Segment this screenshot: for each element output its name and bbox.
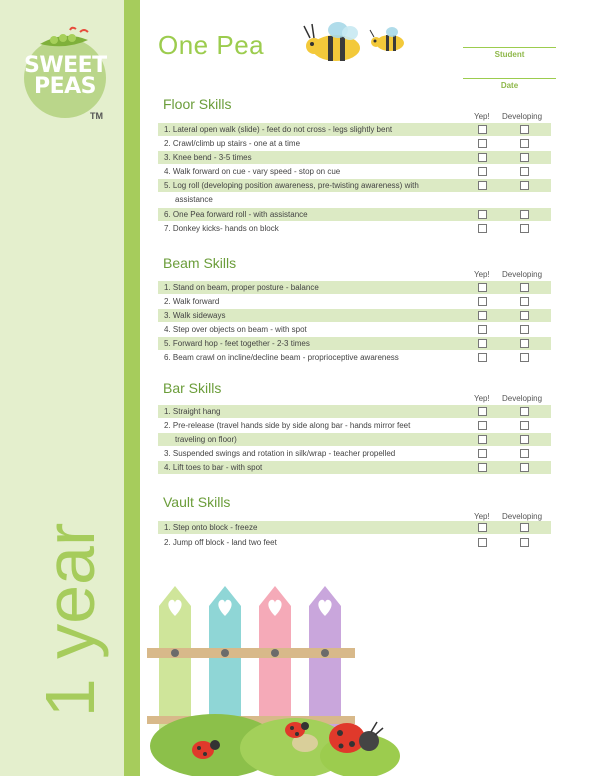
yep-column-header: Yep! — [474, 270, 490, 279]
row-label: 6. Beam crawl on incline/decline beam - proprioceptive awareness — [164, 353, 399, 362]
yep-checkbox[interactable] — [478, 353, 487, 362]
row-label: 5. Forward hop - feet together - 2-3 times — [164, 339, 310, 348]
logo-line-2: PEAS — [33, 74, 97, 99]
yep-checkbox[interactable] — [478, 297, 487, 306]
pea-pod-icon — [36, 26, 92, 52]
table-row — [158, 165, 551, 178]
row-label: 2. Walk forward — [164, 297, 220, 306]
table-row — [158, 151, 551, 164]
developing-column-header: Developing — [502, 270, 543, 279]
yep-checkbox[interactable] — [478, 325, 487, 334]
bar-skills-title: Bar Skills — [163, 380, 222, 396]
developing-checkbox[interactable] — [520, 339, 529, 348]
table-row — [158, 208, 551, 221]
year-label: 1 year — [31, 522, 109, 718]
yep-checkbox[interactable] — [478, 210, 487, 219]
student-field-label: Student — [494, 50, 525, 59]
table-row — [158, 447, 551, 460]
logo-text — [24, 55, 106, 97]
table-row — [158, 323, 551, 336]
page-title: One Pea — [158, 30, 265, 60]
row-label: 2. Jump off block - land two feet — [164, 538, 277, 547]
row-label: 3. Walk sideways — [164, 311, 226, 320]
yep-checkbox[interactable] — [478, 283, 487, 292]
developing-checkbox[interactable] — [520, 463, 529, 472]
yep-checkbox[interactable] — [478, 311, 487, 320]
developing-checkbox[interactable] — [520, 125, 529, 134]
bees-icon — [298, 20, 413, 68]
developing-checkbox[interactable] — [520, 523, 529, 532]
sidebar-stripe — [124, 0, 140, 776]
yep-checkbox[interactable] — [478, 125, 487, 134]
row-label: 3. Suspended swings and rotation in silk/wrap - teacher propelled — [164, 449, 396, 458]
developing-checkbox[interactable] — [520, 210, 529, 219]
row-label: 7. Donkey kicks- hands on block — [164, 224, 279, 233]
row-label: 5. Log roll (developing position awareness, pre-twisting awareness) with — [164, 181, 419, 190]
developing-checkbox[interactable] — [520, 538, 529, 547]
table-row — [158, 123, 551, 136]
table-row — [158, 337, 551, 350]
table-row — [158, 521, 551, 534]
row-label: traveling on floor) — [175, 435, 237, 444]
row-label: 2. Pre-release (travel hands side by side along bar - hands mirror feet — [164, 421, 411, 430]
row-label: 1. Straight hang — [164, 407, 221, 416]
row-label: 1. Lateral open walk (slide) - feet do not cross - legs slightly bent — [164, 125, 393, 134]
yep-column-header: Yep! — [474, 512, 490, 521]
fence-illustration — [145, 578, 400, 776]
row-label: assistance — [175, 195, 213, 204]
row-label: 2. Crawl/climb up stairs - one at a time — [164, 139, 301, 148]
logo-line-1: SWEET — [24, 53, 107, 78]
developing-checkbox[interactable] — [520, 353, 529, 362]
yep-checkbox[interactable] — [478, 407, 487, 416]
developing-checkbox[interactable] — [520, 297, 529, 306]
beam-skills-title: Beam Skills — [163, 255, 237, 271]
yep-checkbox[interactable] — [478, 463, 487, 472]
yep-checkbox[interactable] — [478, 421, 487, 430]
yep-checkbox[interactable] — [478, 153, 487, 162]
yep-checkbox[interactable] — [478, 339, 487, 348]
developing-checkbox[interactable] — [520, 449, 529, 458]
row-label: 4. Lift toes to bar - with spot — [164, 463, 263, 472]
table-row — [158, 137, 551, 150]
yep-checkbox[interactable] — [478, 523, 487, 532]
row-label: 3. Knee bend - 3-5 times — [164, 153, 252, 162]
vault-skills-title: Vault Skills — [163, 494, 231, 510]
developing-checkbox[interactable] — [520, 311, 529, 320]
table-row — [158, 295, 551, 308]
yep-checkbox[interactable] — [478, 449, 487, 458]
yep-checkbox[interactable] — [478, 139, 487, 148]
yep-checkbox[interactable] — [478, 538, 487, 547]
table-row — [158, 309, 551, 322]
row-label: 1. Stand on beam, proper posture - balance — [164, 283, 319, 292]
developing-column-header: Developing — [502, 112, 543, 121]
developing-column-header: Developing — [502, 394, 543, 403]
developing-checkbox[interactable] — [520, 435, 529, 444]
yep-checkbox[interactable] — [478, 181, 487, 190]
table-row — [158, 351, 551, 364]
developing-checkbox[interactable] — [520, 421, 529, 430]
developing-column-header: Developing — [502, 512, 543, 521]
developing-checkbox[interactable] — [520, 283, 529, 292]
table-row — [158, 179, 551, 192]
trademark: TM — [90, 111, 103, 121]
row-label: 1. Step onto block - freeze — [164, 523, 258, 532]
table-row — [158, 405, 551, 418]
yep-checkbox[interactable] — [478, 224, 487, 233]
yep-checkbox[interactable] — [478, 435, 487, 444]
table-row — [158, 281, 551, 294]
developing-checkbox[interactable] — [520, 224, 529, 233]
developing-checkbox[interactable] — [520, 139, 529, 148]
date-field-label: Date — [500, 81, 519, 90]
heart-icons — [168, 600, 331, 616]
developing-checkbox[interactable] — [520, 181, 529, 190]
developing-checkbox[interactable] — [520, 153, 529, 162]
table-row — [158, 222, 551, 235]
developing-checkbox[interactable] — [520, 407, 529, 416]
student-field-line[interactable] — [463, 47, 556, 48]
row-label: 4. Step over objects on beam - with spot — [164, 325, 307, 334]
row-label: 6. One Pea forward roll - with assistance — [164, 210, 308, 219]
row-label: 4. Walk forward on cue - vary speed - stop on cue — [164, 167, 341, 176]
developing-checkbox[interactable] — [520, 325, 529, 334]
developing-checkbox[interactable] — [520, 167, 529, 176]
table-row — [158, 193, 551, 206]
yep-column-header: Yep! — [474, 394, 490, 403]
table-row — [158, 433, 551, 446]
yep-checkbox[interactable] — [478, 167, 487, 176]
table-row — [158, 461, 551, 474]
yep-column-header: Yep! — [474, 112, 490, 121]
ladybug-icon — [329, 722, 383, 753]
date-field-line[interactable] — [463, 78, 556, 79]
table-row — [158, 536, 551, 549]
floor-skills-title: Floor Skills — [163, 96, 232, 112]
table-row — [158, 419, 551, 432]
